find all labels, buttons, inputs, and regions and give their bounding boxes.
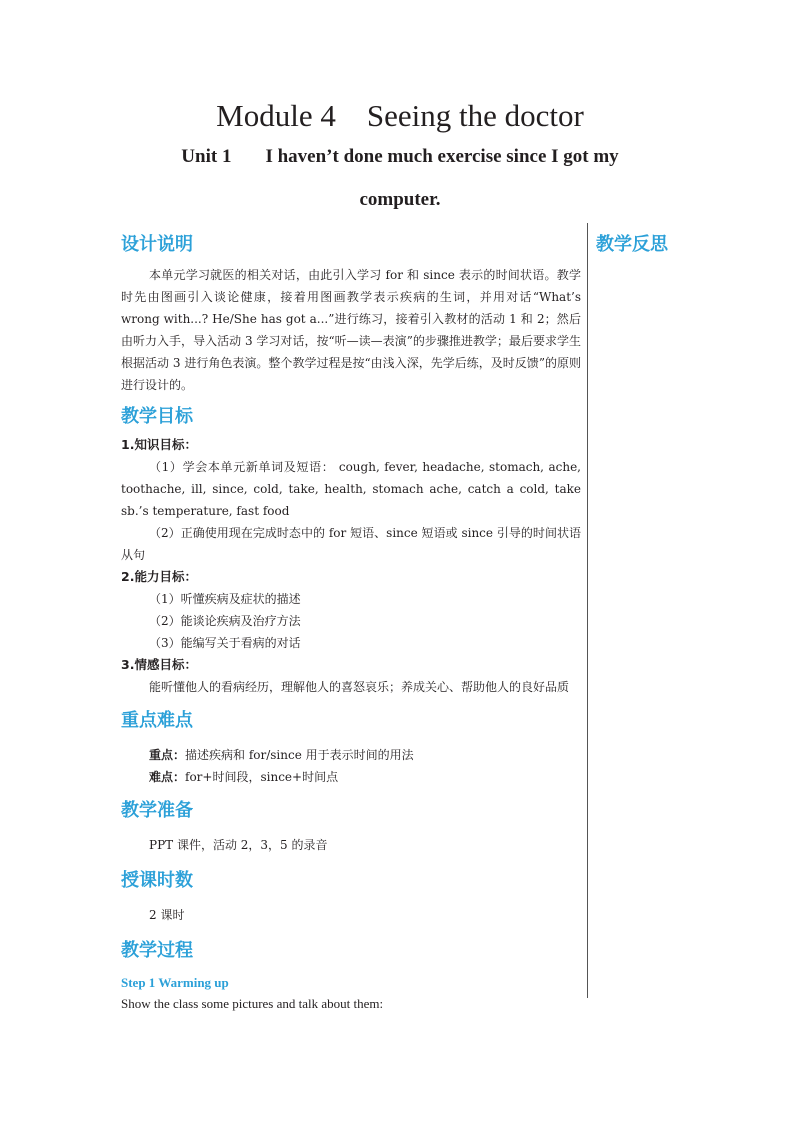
unit-title-line1 xyxy=(0,146,800,168)
design-heading: 设计说明 xyxy=(121,234,193,255)
hours-heading: 授课时数 xyxy=(121,870,193,891)
ability-item-1: （1）听懂疾病及症状的描述 xyxy=(149,592,301,606)
preparation-text: PPT 课件，活动 2，3，5 的录音 xyxy=(149,838,328,852)
knowledge-item-2: （2）正确使用现在完成时态中的 for 短语、since 短语或 since 引导的时间状语从句 xyxy=(121,526,581,562)
goals-heading: 教学目标 xyxy=(121,406,193,427)
preparation-heading: 教学准备 xyxy=(121,800,193,821)
knowledge-title: 1.知识目标： xyxy=(121,437,197,452)
step1-text: Show the class some pictures and talk about them: xyxy=(121,996,384,1011)
unit-label: Unit 1 xyxy=(181,146,232,167)
knowledge-item-1: （1）学会本单元新单词及短语： cough, fever, headache, stomach, ache, toothache, ill, since, cold, take, health, stomach ache, catch a cold, take sb.’s temperature, fast food xyxy=(121,460,581,518)
difficult-point-line xyxy=(121,766,581,788)
unit-title-text: I haven’t done much exercise since I got my xyxy=(265,146,619,167)
hours-text: 2 课时 xyxy=(149,908,185,922)
emotion-text: 能听懂他人的看病经历，理解他人的喜怒哀乐；养成关心、帮助他人的良好品质 xyxy=(149,680,570,694)
key-points-heading: 重点难点 xyxy=(121,710,193,731)
process-heading: 教学过程 xyxy=(121,940,193,961)
design-paragraph: 本单元学习就医的相关对话，由此引入学习 for 和 since 表示的时间状语。教学时先由图画引入谈论健康，接着用图画教学表示疾病的生词，并用对话“What’s wrong with...? He/She has got a...”进行练习，接着引入教材的活动 1 和 2；然后由听力入手，导入活动 3 学习对话，按“听—读—表演”的步骤推进教学；最后要求学生根据活动 3 进行角色表演。整个教学过程是按“由浅入深，先学后练，及时反馈”的原则进行设计的。 xyxy=(121,268,581,392)
column-divider xyxy=(587,223,588,998)
key-label: 重点： xyxy=(149,748,186,762)
emotion-title: 3.情感目标： xyxy=(121,657,197,672)
key-point-line xyxy=(121,744,581,766)
reflection-heading: 教学反思 xyxy=(596,234,668,255)
ability-item-3: （3）能编写关于看病的对话 xyxy=(149,636,301,650)
ability-title: 2.能力目标： xyxy=(121,569,197,584)
ability-item-2: （2）能谈论疾病及治疗方法 xyxy=(149,614,301,628)
key-text: 描述疾病和 for/since 用于表示时间的用法 xyxy=(185,748,414,762)
module-title: Module 4 Seeing the doctor xyxy=(216,98,584,133)
step1-title: Step 1 Warming up xyxy=(121,975,229,990)
difficult-text: for+时间段，since+时间点 xyxy=(185,770,339,784)
unit-title-line2: computer. xyxy=(359,189,441,210)
difficult-label: 难点： xyxy=(149,770,186,784)
main-column xyxy=(121,230,581,1014)
